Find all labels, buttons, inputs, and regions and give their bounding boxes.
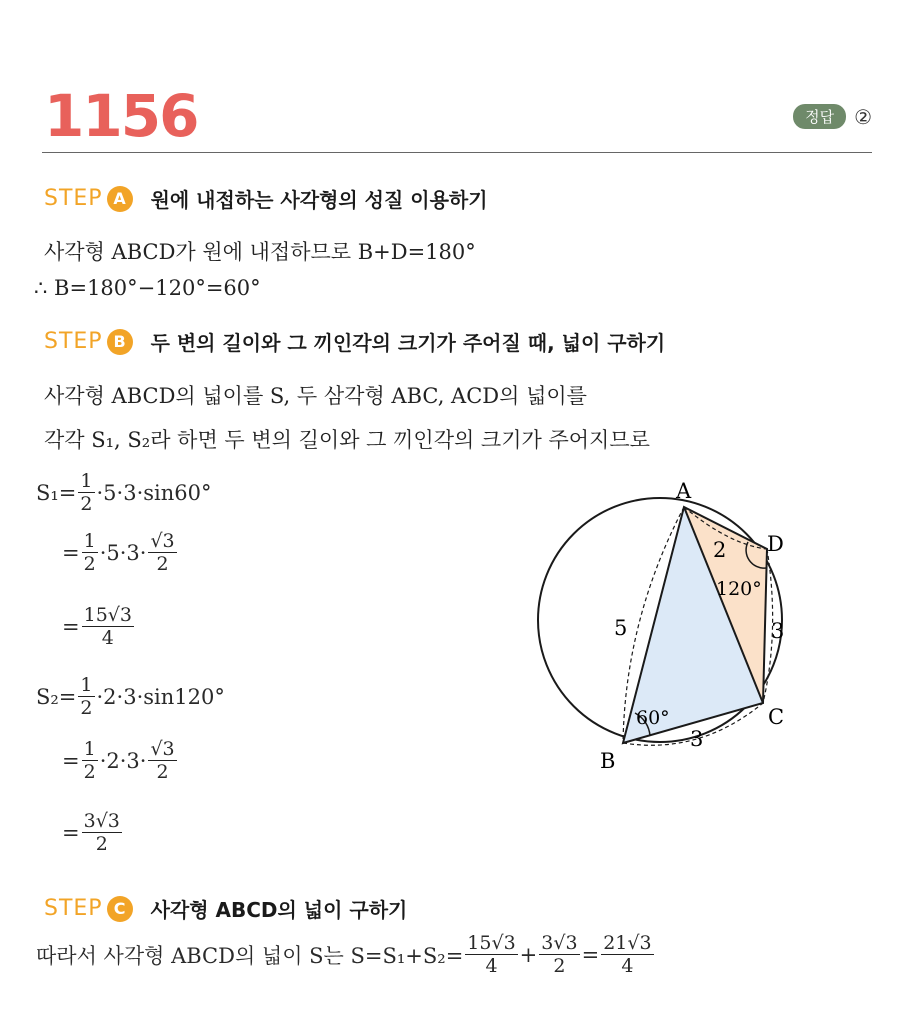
step-c-label: STEP: [44, 896, 103, 921]
header-divider: [42, 152, 872, 153]
s1-result-fraction: [82, 604, 134, 649]
fraction-denominator: 2: [553, 955, 566, 977]
vertex-d-label: D: [767, 532, 784, 556]
fraction-numerator: 1: [83, 738, 96, 760]
s2-result-fraction: [82, 810, 122, 855]
fraction-denominator: 2: [95, 833, 108, 855]
angle-b-label: 60°: [636, 707, 670, 729]
root3-over-2-fraction: [148, 530, 176, 575]
step-a-line-1: 사각형 ABCD가 원에 내접하므로 B+D=180°: [44, 240, 476, 264]
half-fraction: [78, 674, 94, 719]
fraction-denominator: 2: [156, 553, 169, 575]
step-a-heading: [44, 184, 488, 213]
step-b-line-1: 사각형 ABCD의 넓이를 S, 두 삼각형 ABC, ACD의 넓이를: [44, 384, 587, 408]
final-fraction-result: [601, 932, 653, 977]
equals-sign: =: [581, 942, 600, 967]
vertex-c-label: C: [768, 705, 785, 729]
s1-row-2: [62, 530, 179, 575]
answer-value: ②: [854, 104, 872, 129]
fraction-numerator: 1: [83, 530, 96, 552]
step-a-letter: A: [107, 186, 133, 212]
s2-lhs: S₂=: [36, 684, 77, 709]
answer: [793, 104, 872, 129]
fraction-numerator: 3√3: [83, 810, 120, 832]
fraction-numerator: 15√3: [467, 932, 516, 954]
inscribed-quadrilateral-diagram: [530, 470, 800, 770]
fraction-numerator: √3: [150, 530, 175, 552]
step-b-title: 두 변의 길이와 그 끼인각의 크기가 주어질 때, 넓이 구하기: [150, 331, 666, 355]
step-c-title: 사각형 ABCD의 넓이 구하기: [150, 898, 408, 922]
fraction-denominator: 4: [485, 955, 498, 977]
s2-row-1-tail: ·2·3·sin120°: [96, 684, 225, 709]
half-fraction: [78, 470, 94, 515]
s2-row-2: [62, 738, 179, 783]
final-area-line: [36, 932, 656, 977]
s1-row-2-mid: ·5·3·: [99, 540, 147, 565]
step-b-heading: [44, 327, 665, 356]
fraction-numerator: √3: [150, 738, 175, 760]
step-c-heading: [44, 894, 407, 923]
answer-badge: 정답: [793, 104, 846, 129]
equals-sign: =: [62, 820, 80, 845]
step-c-letter: C: [107, 896, 133, 922]
s1-row-1-tail: ·5·3·sin60°: [96, 480, 212, 505]
s2-row-3: [62, 810, 124, 855]
s2-row-1: [36, 674, 225, 719]
side-cd-label: 3: [771, 619, 785, 643]
final-fraction-2: [539, 932, 579, 977]
s1-row-1: [36, 470, 212, 515]
final-area-prefix: 따라서 사각형 ABCD의 넓이 S는 S=S₁+S₂=: [36, 943, 464, 968]
s2-row-2-mid: ·2·3·: [99, 748, 147, 773]
fraction-denominator: 2: [156, 761, 169, 783]
vertex-a-label: A: [676, 479, 692, 503]
fraction-numerator: 1: [80, 674, 93, 696]
half-fraction: [82, 530, 98, 575]
final-fraction-1: [465, 932, 517, 977]
fraction-numerator: 21√3: [603, 932, 652, 954]
fraction-numerator: 15√3: [83, 604, 132, 626]
fraction-denominator: 2: [83, 553, 96, 575]
step-b-letter: B: [107, 329, 133, 355]
equals-sign: =: [62, 748, 80, 773]
equals-sign: =: [62, 614, 80, 639]
problem-number: 1156: [44, 82, 198, 150]
step-a-title: 원에 내접하는 사각형의 성질 이용하기: [150, 188, 488, 212]
s1-row-3: [62, 604, 136, 649]
fraction-denominator: 4: [101, 627, 114, 649]
vertex-b-label: B: [600, 749, 616, 770]
plus-sign: +: [519, 942, 538, 967]
side-bc-label: 3: [690, 727, 704, 751]
root3-over-2-fraction: [148, 738, 176, 783]
side-ab-label: 5: [614, 616, 628, 640]
fraction-denominator: 2: [83, 761, 96, 783]
step-b-label: STEP: [44, 329, 103, 354]
fraction-denominator: 2: [80, 493, 93, 515]
side-ad-label: 2: [713, 538, 727, 562]
angle-d-label: 120°: [716, 578, 762, 600]
fraction-numerator: 1: [80, 470, 93, 492]
step-a-label: STEP: [44, 186, 103, 211]
s1-lhs: S₁=: [36, 480, 77, 505]
step-b-line-2: 각각 S₁, S₂라 하면 두 변의 길이와 그 끼인각의 크기가 주어지므로: [44, 428, 650, 452]
step-a-line-2: ∴ B=180°−120°=60°: [34, 276, 261, 300]
half-fraction: [82, 738, 98, 783]
equals-sign: =: [62, 540, 80, 565]
fraction-denominator: 4: [621, 955, 634, 977]
fraction-denominator: 2: [80, 697, 93, 719]
fraction-numerator: 3√3: [541, 932, 578, 954]
